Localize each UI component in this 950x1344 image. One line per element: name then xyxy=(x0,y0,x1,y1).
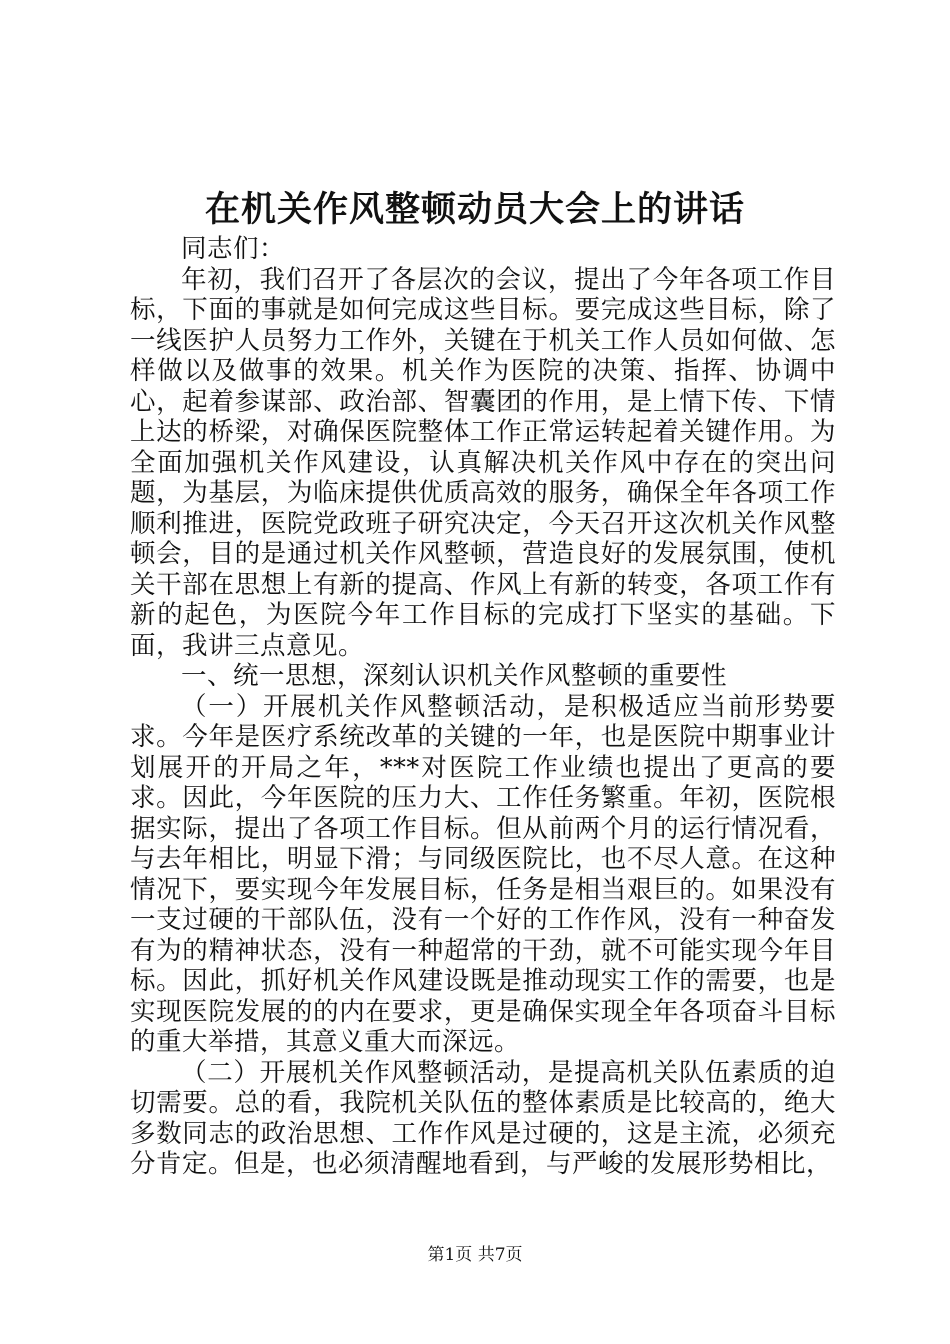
section-heading: 一、统一思想，深刻认识机关作风整顿的重要性 xyxy=(181,661,728,691)
intro-paragraph: 年初，我们召开了各层次的会议，提出了今年各项工作目标，下面的事就是如何完成这些目标。要完成这些目标，除了一线医护人员努力工作外，关键在于机关工作人员如何做、怎样做以及做事的效果。机关作为医院的决策、指挥、协调中心，起着参谋部、政治部、智囊团的作用，是上情下传、下情上达的桥梁，对确保医院整体工作正常运转起着关键作用。为全面加强机关作风建设，认真解决机关作风中存在的突出问题，为基层，为临床提供优质高效的服务，确保全年各项工作顺利推进，医院党政班子研究决定，今天召开这次机关作风整顿会，目的是通过机关作风整顿，营造良好的发展氛围，使机关干部在思想上有新的提高、作风上有新的转变，各项工作有新的起色，为医院今年工作目标的完成打下坚实的基础。下面，我讲三点意见。 xyxy=(130,264,836,661)
subsection-paragraph-1: （一）开展机关作风整顿活动，是积极适应当前形势要求。今年是医疗系统改革的关键的一年，也是医院中期事业计划展开的开局之年，***对医院工作业绩也提出了更高的要求。因此，今年医院的压力大、工作任务繁重。年初，医院根据实际，提出了各项工作目标。但从前两个月的运行情况看，与去年相比，明显下滑；与同级医院比，也不尽人意。在这种情况下，要实现今年发展目标，任务是相当艰巨的。如果没有一支过硬的干部队伍，没有一个好的工作作风，没有一种奋发有为的精神状态，没有一种超常的干劲，就不可能实现今年目标。因此，抓好机关作风建设既是推动现实工作的需要，也是实现医院发展的的内在要求，更是确保实现全年各项奋斗目标的重大举措，其意义重大而深远。 xyxy=(130,691,836,1057)
document-body xyxy=(130,234,836,1180)
document-title: 在机关作风整顿动员大会上的讲话 xyxy=(204,189,745,230)
subsection-paragraph-2: （二）开展机关作风整顿活动，是提高机关队伍素质的迫切需要。总的看，我院机关队伍的整体素质是比较高的，绝大多数同志的政治思想、工作作风是过硬的，这是主流，必须充分肯定。但是，也必须清醒地看到，与严峻的发展形势相比， xyxy=(130,1057,836,1179)
page-number-footer: 第1页 共7页 xyxy=(427,1245,523,1265)
salutation-paragraph: 同志们： xyxy=(181,234,286,264)
